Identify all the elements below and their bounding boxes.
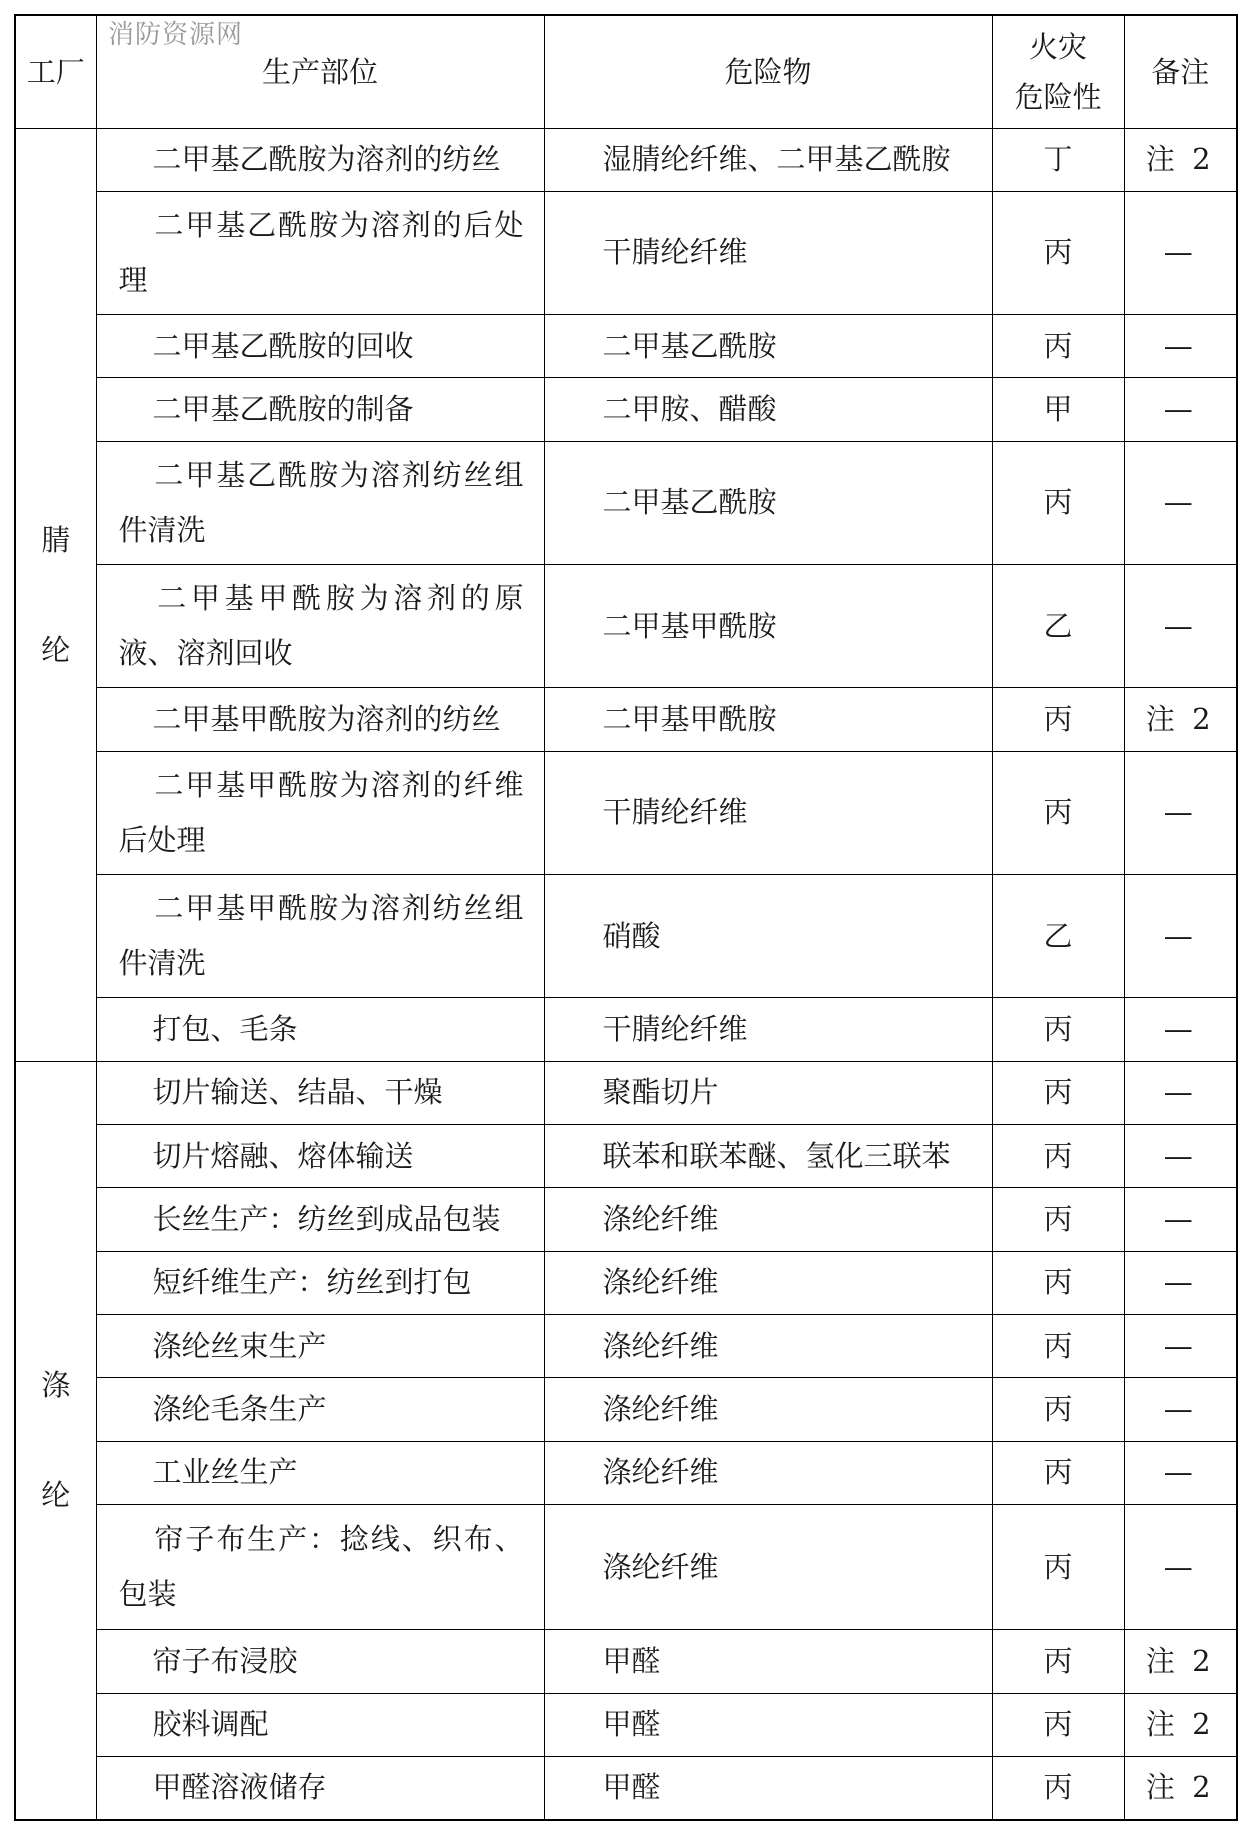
table-row [15,128,1237,191]
production-part-text: 二甲基乙酰胺的回收 [152,328,414,363]
watermark: 消防资源网 [108,20,244,50]
production-part-cell [96,191,544,314]
fire-risk-cell: 丙 [992,1124,1124,1187]
table-row [15,998,1237,1061]
hazard-cell: 涤纶纤维 [544,1504,992,1630]
factory-name-line2: 纶 [41,632,71,667]
production-part-text: 帘子布生产：捻线、织布、包装 [118,1522,524,1612]
hazard-cell: 甲醛 [544,1693,992,1756]
hazard-cell: 湿腈纶纤维、二甲基乙酰胺 [544,128,992,191]
hazard-cell: 聚酯切片 [544,1061,992,1124]
fire-hazard-table [14,14,1238,1821]
table-row [15,1251,1237,1314]
production-part-cell [96,565,544,688]
header-fire-risk [992,15,1124,128]
note-cell: — [1124,1378,1237,1441]
table-row [15,1314,1237,1377]
fire-risk-cell: 丙 [992,191,1124,314]
production-part-cell [96,1314,544,1377]
fire-risk-cell: 丁 [992,128,1124,191]
production-part-cell [96,1061,544,1124]
hazard-cell: 干腈纶纤维 [544,191,992,314]
header-hazard: 危险物 [544,15,992,128]
fire-risk-cell: 丙 [992,688,1124,751]
production-part-text: 二甲基甲酰胺为溶剂的纺丝 [152,702,501,737]
note-cell: 注 2 [1124,1693,1237,1756]
note-cell: 注 2 [1124,1630,1237,1693]
table-row [15,1504,1237,1630]
table-row [15,1378,1237,1441]
hazard-cell: 二甲胺、醋酸 [544,378,992,441]
note-cell: — [1124,441,1237,564]
hazard-cell: 甲醛 [544,1756,992,1820]
fire-risk-cell: 乙 [992,565,1124,688]
hazard-cell: 涤纶纤维 [544,1188,992,1251]
fire-risk-cell: 甲 [992,378,1124,441]
table-row [15,191,1237,314]
hazard-cell: 二甲基甲酰胺 [544,565,992,688]
fire-risk-cell: 丙 [992,1441,1124,1504]
fire-risk-cell: 丙 [992,1630,1124,1693]
note-cell: — [1124,1314,1237,1377]
fire-risk-cell: 丙 [992,1061,1124,1124]
header-note: 备注 [1124,15,1237,128]
fire-risk-cell: 丙 [992,1251,1124,1314]
production-part-text: 涤纶毛条生产 [152,1391,327,1426]
production-part-cell [96,998,544,1061]
note-cell: 注 2 [1124,128,1237,191]
fire-risk-cell: 丙 [992,1188,1124,1251]
hazard-cell: 二甲基乙酰胺 [544,441,992,564]
header-fire-line2: 危险性 [1014,79,1102,114]
hazard-cell: 甲醛 [544,1630,992,1693]
note-cell: — [1124,751,1237,874]
table-row [15,441,1237,564]
note-cell: 注 2 [1124,688,1237,751]
fire-risk-cell: 丙 [992,1693,1124,1756]
fire-risk-cell: 乙 [992,875,1124,998]
header-fire-line1: 火灾 [1028,29,1087,64]
table-row [15,315,1237,378]
fire-risk-cell: 丙 [992,1314,1124,1377]
table-row [15,1061,1237,1124]
hazard-cell: 二甲基乙酰胺 [544,315,992,378]
note-cell: — [1124,1188,1237,1251]
production-part-cell [96,1504,544,1630]
production-part-cell [96,1251,544,1314]
table-row [15,875,1237,998]
table-row [15,1693,1237,1756]
header-factory: 工厂 [15,15,96,128]
hazard-cell: 涤纶纤维 [544,1441,992,1504]
production-part-cell [96,688,544,751]
production-part-text: 二甲基甲酰胺为溶剂的原液、溶剂回收 [118,581,524,671]
fire-risk-cell: 丙 [992,751,1124,874]
hazard-cell: 硝酸 [544,875,992,998]
factory-cell [15,128,96,1061]
hazard-cell: 涤纶纤维 [544,1251,992,1314]
production-part-text: 帘子布浸胶 [152,1644,298,1678]
production-part-cell [96,1441,544,1504]
production-part-text: 涤纶丝束生产 [152,1328,327,1363]
fire-risk-cell: 丙 [992,998,1124,1061]
production-part-cell [96,751,544,874]
hazard-cell: 涤纶纤维 [544,1378,992,1441]
production-part-cell [96,1124,544,1187]
production-part-text: 二甲基乙酰胺为溶剂的后处理 [118,207,524,297]
fire-risk-cell: 丙 [992,1378,1124,1441]
production-part-cell [96,1630,544,1693]
header-part: 生产部位 [96,15,544,128]
fire-risk-cell: 丙 [992,315,1124,378]
table-row [15,1441,1237,1504]
production-part-cell [96,1188,544,1251]
note-cell: — [1124,315,1237,378]
table-row [15,1630,1237,1693]
note-cell: — [1124,1061,1237,1124]
fire-risk-cell: 丙 [992,441,1124,564]
hazard-cell: 联苯和联苯醚、氢化三联苯 [544,1124,992,1187]
fire-risk-cell: 丙 [992,1756,1124,1820]
production-part-text: 甲醛溶液储存 [152,1770,327,1805]
note-cell: — [1124,565,1237,688]
production-part-cell [96,1756,544,1820]
production-part-text: 短纤维生产：纺丝到打包 [152,1265,472,1300]
table-row [15,1188,1237,1251]
fire-risk-cell: 丙 [992,1504,1124,1630]
production-part-text: 长丝生产：纺丝到成品包装 [152,1201,501,1236]
table-row [15,688,1237,751]
production-part-text: 二甲基乙酰胺为溶剂的纺丝 [152,142,501,177]
production-part-text: 切片输送、结晶、干燥 [152,1075,443,1110]
production-part-text: 工业丝生产 [152,1455,298,1490]
production-part-cell [96,315,544,378]
production-part-text: 二甲基乙酰胺的制备 [152,392,414,427]
note-cell: — [1124,1251,1237,1314]
table-row [15,1124,1237,1187]
note-cell: 注 2 [1124,1756,1237,1820]
hazard-cell: 涤纶纤维 [544,1314,992,1377]
table-body [15,128,1237,1820]
note-cell: — [1124,998,1237,1061]
production-part-cell [96,1378,544,1441]
note-cell: — [1124,1441,1237,1504]
production-part-text: 胶料调配 [152,1707,269,1742]
production-part-cell [96,875,544,998]
production-part-cell [96,128,544,191]
hazard-cell: 干腈纶纤维 [544,998,992,1061]
table-row [15,565,1237,688]
production-part-cell [96,441,544,564]
note-cell: — [1124,1124,1237,1187]
note-cell: — [1124,378,1237,441]
factory-cell [15,1061,96,1820]
hazard-cell: 干腈纶纤维 [544,751,992,874]
factory-name-line1: 涤 [41,1368,71,1403]
production-part-cell [96,378,544,441]
production-part-text: 打包、毛条 [152,1011,298,1046]
note-cell: — [1124,191,1237,314]
table-row [15,751,1237,874]
production-part-text: 切片熔融、熔体输送 [152,1138,414,1173]
production-part-text: 二甲基甲酰胺为溶剂的纤维后处理 [118,767,524,857]
production-part-cell [96,1693,544,1756]
production-part-text: 二甲基乙酰胺为溶剂纺丝组件清洗 [118,457,524,547]
factory-name-line2: 纶 [41,1478,71,1513]
production-part-text: 二甲基甲酰胺为溶剂纺丝组件清洗 [118,891,524,981]
note-cell: — [1124,875,1237,998]
table-row [15,378,1237,441]
factory-name-line1: 腈 [41,522,71,557]
note-cell: — [1124,1504,1237,1630]
hazard-cell: 二甲基甲酰胺 [544,688,992,751]
table-row [15,1756,1237,1820]
